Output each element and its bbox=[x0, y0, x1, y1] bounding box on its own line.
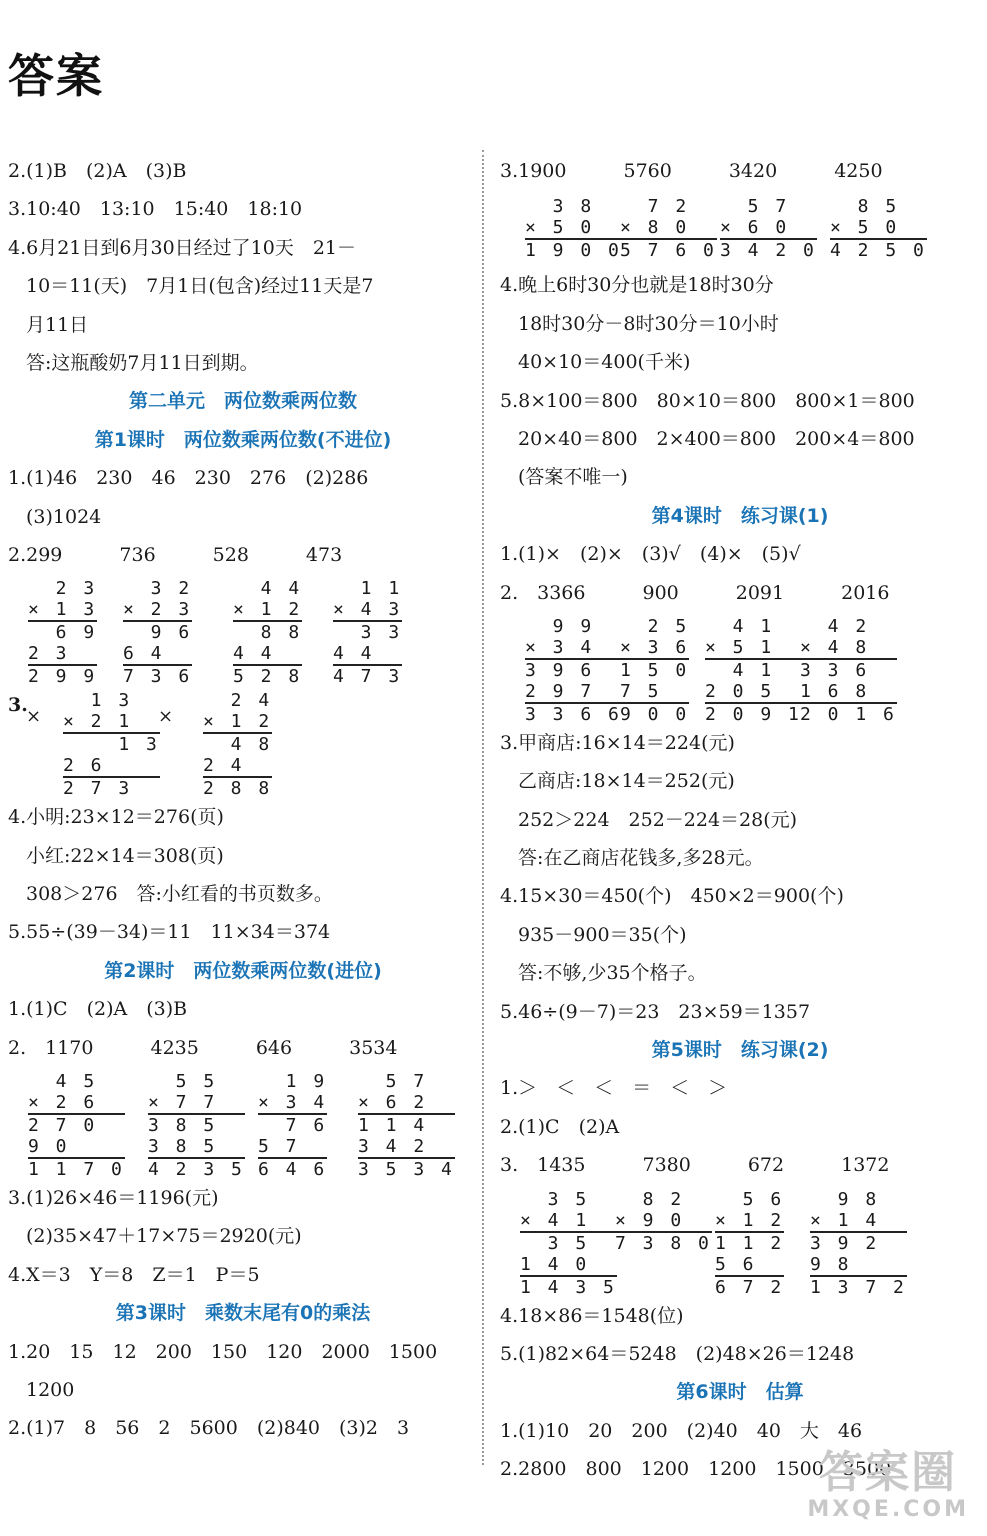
answer-line: 乙商店:18×14＝252(元) bbox=[518, 770, 735, 793]
answer-line: 5.8×100＝800 80×10＝800 800×1＝800 bbox=[500, 389, 915, 412]
vertical-calc-row bbox=[500, 612, 980, 724]
answer-line: 2.(1)C (2)A bbox=[500, 1115, 620, 1138]
answer-line: 3.(1)26×46＝1196(元) bbox=[8, 1187, 219, 1210]
lesson-heading: 第5课时 练习课(2) bbox=[651, 1039, 829, 1062]
answer-line: 1200 bbox=[26, 1378, 75, 1401]
answer-line: 2.(1)B (2)A (3)B bbox=[8, 160, 187, 182]
answer-line: 1.(1)10 20 200 (2)40 40 大 46 bbox=[500, 1419, 863, 1442]
answer-line: 4.晚上6时30分也就是18时30分 bbox=[500, 274, 774, 297]
lesson-heading: 第6课时 估算 bbox=[676, 1381, 804, 1404]
answer-line: 935－900＝35(个) bbox=[518, 923, 687, 946]
vertical-calc: 5 7 × 6 2 1 1 4 3 4 2 3 5 3 4 bbox=[358, 1071, 455, 1181]
vertical-calc: 3 8 × 5 0 1 9 0 0 bbox=[525, 196, 622, 262]
answer-line: 5.55÷(39－34)＝11 11×34＝374 bbox=[8, 921, 331, 944]
unit-heading: 第二单元 两位数乘两位数 bbox=[128, 390, 357, 413]
vertical-calc: 3 5 × 4 1 3 5 1 4 0 1 4 3 5 bbox=[520, 1188, 617, 1298]
answer-line: 2.(1)7 8 56 2 5600 (2)840 (3)2 3 bbox=[8, 1417, 410, 1440]
vertical-calc: 7 2 × 8 0 5 7 6 0 bbox=[620, 196, 717, 262]
question-number: 3. bbox=[8, 694, 28, 717]
answer-line: (答案不唯一) bbox=[518, 466, 628, 489]
answer-line: 4.小明:23×12＝276(页) bbox=[8, 806, 224, 829]
answer-line: 252＞224 252－224＝28(元) bbox=[518, 808, 798, 831]
vertical-calc-row bbox=[500, 1185, 980, 1297]
answer-line: 3.甲商店:16×14＝224(元) bbox=[500, 731, 735, 754]
vertical-calc: 4 4 × 1 2 8 8 4 4 5 2 8 bbox=[233, 578, 303, 688]
right-column bbox=[500, 152, 980, 1489]
answer-line: 3. 1435 7380 672 1372 bbox=[500, 1154, 890, 1177]
column-divider bbox=[482, 150, 484, 1465]
answer-line: 答:不够,少35个格子。 bbox=[518, 962, 707, 985]
watermark-text: 答案圈 bbox=[819, 1447, 958, 1499]
answer-line: 2. 1170 4235 646 3534 bbox=[8, 1036, 398, 1059]
vertical-calc: 5 6 × 1 2 1 1 2 5 6 6 7 2 bbox=[715, 1188, 785, 1298]
vertical-calc-row bbox=[8, 574, 478, 686]
answer-line: 3.1900 5760 3420 4250 bbox=[500, 160, 883, 182]
vertical-calc-row bbox=[8, 686, 478, 798]
vertical-calc: 1 3 × 2 1 1 3 2 6 2 7 3 bbox=[63, 690, 160, 800]
vertical-calc: 2 5 × 3 6 1 5 0 7 5 9 0 0 bbox=[620, 615, 690, 725]
answer-line: 2.299 736 528 473 bbox=[8, 543, 343, 566]
answer-line: 40×10＝400(千米) bbox=[518, 351, 691, 374]
watermark-logo bbox=[807, 1449, 969, 1522]
vertical-calc: 2 4 × 1 2 4 8 2 4 2 8 8 bbox=[203, 690, 273, 800]
answer-line: 2.2800 800 1200 1200 1500 3500 bbox=[500, 1458, 892, 1481]
wrong-mark: × bbox=[26, 706, 42, 728]
answer-line: 4.X＝3 Y＝8 Z＝1 P＝5 bbox=[8, 1263, 260, 1286]
answer-line: 4.15×30＝450(个) 450×2＝900(个) bbox=[500, 885, 844, 908]
answer-line: (3)1024 bbox=[26, 505, 102, 528]
answer-line: 5.46÷(9－7)＝23 23×59＝1357 bbox=[500, 1000, 811, 1023]
answer-line: 5.(1)82×64＝5248 (2)48×26＝1248 bbox=[500, 1342, 855, 1365]
vertical-calc: 5 7 × 6 0 3 4 2 0 bbox=[720, 196, 817, 262]
answer-line: 1.＞ ＜ ＜ ＝ ＜ ＞ bbox=[500, 1077, 728, 1100]
watermark-url: MXQE.COM bbox=[807, 1496, 969, 1522]
vertical-calc: 5 5 × 7 7 3 8 5 3 8 5 4 2 3 5 bbox=[148, 1071, 245, 1181]
vertical-calc: 3 2 × 2 3 9 6 6 4 7 3 6 bbox=[123, 578, 193, 688]
answer-line: 1.20 15 12 200 150 120 2000 1500 bbox=[8, 1340, 438, 1363]
wrong-mark: × bbox=[158, 706, 174, 728]
answer-line: 答:这瓶酸奶7月11日到期。 bbox=[26, 351, 259, 374]
answer-line: 1.(1)46 230 46 230 276 (2)286 bbox=[8, 467, 369, 490]
answer-line: 答:在乙商店花钱多,多28元。 bbox=[518, 847, 764, 870]
vertical-calc: 2 3 × 1 3 6 9 2 3 2 9 9 bbox=[28, 578, 98, 688]
left-column bbox=[8, 152, 478, 1448]
lesson-heading: 第1课时 两位数乘两位数(不进位) bbox=[94, 428, 392, 451]
vertical-calc: 1 9 × 3 4 7 6 5 7 6 4 6 bbox=[258, 1071, 328, 1181]
vertical-calc-row bbox=[8, 1067, 478, 1179]
vertical-calc: 8 5 × 5 0 4 2 5 0 bbox=[830, 196, 927, 262]
vertical-calc: 8 2 × 9 0 7 3 8 0 bbox=[615, 1188, 712, 1254]
answer-line: 3.10:40 13:10 15:40 18:10 bbox=[8, 198, 303, 221]
vertical-calc: 1 1 × 4 3 3 3 4 4 4 7 3 bbox=[333, 578, 403, 688]
answer-line: 4.18×86＝1548(位) bbox=[500, 1304, 684, 1327]
lesson-heading: 第2课时 两位数乘两位数(进位) bbox=[104, 959, 382, 982]
vertical-calc: 4 1 × 5 1 4 1 2 0 5 2 0 9 1 bbox=[705, 615, 802, 725]
answer-line: 月11日 bbox=[26, 313, 89, 336]
lesson-heading: 第3课时 乘数末尾有0的乘法 bbox=[115, 1302, 371, 1325]
answer-line: 1.(1)× (2)× (3)√ (4)× (5)√ bbox=[500, 543, 801, 566]
vertical-calc: 4 2 × 4 8 3 3 6 1 6 8 2 0 1 6 bbox=[800, 615, 897, 725]
lesson-heading: 第4课时 练习课(1) bbox=[651, 504, 829, 527]
vertical-calc: 4 5 × 2 6 2 7 0 9 0 1 1 7 0 bbox=[28, 1071, 125, 1181]
answer-line: 18时30分－8时30分＝10小时 bbox=[518, 312, 779, 335]
vertical-calc: 9 8 × 1 4 3 9 2 9 8 1 3 7 2 bbox=[810, 1188, 907, 1298]
answer-line: 1.(1)C (2)A (3)B bbox=[8, 998, 188, 1021]
answer-line: 20×40＝800 2×400＝800 200×4＝800 bbox=[518, 427, 915, 450]
answer-line: 2. 3366 900 2091 2016 bbox=[500, 581, 890, 604]
answer-line: (2)35×47＋17×75＝2920(元) bbox=[26, 1225, 302, 1248]
answer-line: 308＞276 答:小红看的书页数多。 bbox=[26, 883, 333, 906]
vertical-calc: 9 9 × 3 4 3 9 6 2 9 7 3 3 6 6 bbox=[525, 615, 622, 725]
answer-line: 4.6月21日到6月30日经过了10天 21－ bbox=[8, 236, 357, 259]
page-title: 答案 bbox=[8, 49, 104, 103]
answer-line: 小红:22×14＝308(页) bbox=[26, 844, 224, 867]
answer-line: 10＝11(天) 7月1日(包含)经过11天是7 bbox=[26, 275, 374, 298]
vertical-calc-row bbox=[500, 190, 980, 266]
